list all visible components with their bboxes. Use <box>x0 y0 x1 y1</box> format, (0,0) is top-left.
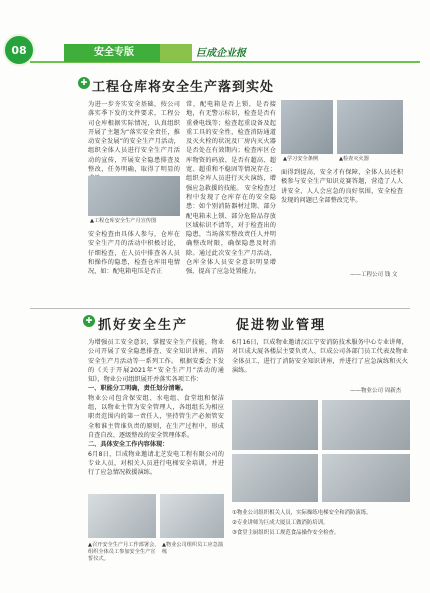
article2-col1c-text: 物业公司包含保安组、水电组、食堂组和保洁组，以物业主管为安全管理人，各组组长为相应职责范围内的第一责任人，坚持管生产必须管安全和谁主管谁负责的原则，在生产过程中，形成自查自改、逐级整改的安全管理体系。 <box>88 394 224 439</box>
article2-byline: ——物业公司 周新杰 <box>350 388 402 394</box>
article1-col3: 面得到提高，安全才有保障，全体人员还积极参与安全生产知识竞赛答题，营造了人人讲安全、人人会应急的良好氛围，安全检查发现的问题已全部整改完毕。 <box>281 169 403 204</box>
study-photo <box>281 100 333 154</box>
article2-title-left: 抓好安全生产 <box>98 318 189 333</box>
page-header <box>0 24 430 64</box>
drill-photo <box>160 494 224 538</box>
article1-col2 <box>186 100 276 302</box>
meeting-photo <box>88 494 156 538</box>
article1-col2-text: 常，配电箱是否上锁，是否接地，有无警示标识，检查是否有重叠电线等；检查起重设备及起重工具的安全性，检查消防通道及灭火栓的状况及厂房内灭火器是否处在有效期内；检查库区仓库物资的码放、是否有超高、超宽、超重和不稳固等情况存在；组织全库人员进行灭火演练，增强应急救援的技能。 <box>186 101 276 192</box>
article2-col1-text: 为增强员工安全意识，掌握安全生产技能，物业公司开展了安全隐患排查、安全知识讲座、消防安全生产月活动等一系列工作。 <box>88 339 224 365</box>
article2-heading2: 二、具体安全工作内容体现： <box>88 441 169 449</box>
extinguisher-photo <box>337 100 403 154</box>
gear-icon: ✚ <box>83 315 95 327</box>
photo3-caption: ▲检查灭火器 <box>339 156 369 162</box>
photo-grid <box>232 400 410 502</box>
gear-icon: ✚ <box>78 77 90 89</box>
article1-byline: ——工程公司 钱 文 <box>350 272 398 278</box>
grid-photo-2 <box>322 400 410 450</box>
grid-photo-3 <box>232 454 318 502</box>
article1-col2b-text: 安全检查过程中发现了仓库存在的安全隐患：如个别消防器材过期、部分配电箱未上锁、部分危险品存放区域标识不清等，对于检查出的隐患，当场落实整改责任人并明确整改时限，确保隐患及时消除。通过此次安全生产月活动，仓库全体人员安全意识明显增强，提高了应急处置能力。 <box>186 184 276 276</box>
article2-col1d-text: 6月8日，巨成物业邀请北芝发电工程有限公司的专业人员，对相关人员进行电梯安全培训，并进行了应急情况救援演练。 <box>88 450 224 477</box>
publication-name: 巨成企业报 <box>196 48 246 59</box>
section-label: 安全专版 <box>64 44 164 62</box>
photo-list-item-3: ③食堂主厨组织员工规范食品操作安全检查。 <box>232 530 340 536</box>
article2-col1 <box>88 338 224 488</box>
article2-title-right: 促进物业管理 <box>236 318 327 333</box>
photo-list-item-2: ②专业讲师为巨成大厦员工做消防培训。 <box>232 520 329 526</box>
article2-col2: 6月16日，巨成物业邀请汉江宁安消防技术服务中心专业讲师，对巨成大厦各楼层主要负责人、巨成公司各部门员工代表及物业全体员工，进行了消防安全知识讲座，并进行了应急演练和灭火演练。 <box>232 339 408 374</box>
photo1-caption: ▲工程仓库安全生产月宣传图 <box>90 218 157 224</box>
warehouse-photo <box>88 176 180 216</box>
section-divider <box>30 308 410 309</box>
header-accent-bar <box>160 44 192 62</box>
article2-col1b-text: 根据安委会下发的《关于开展2021年“安全生产月”活动的通知》，物业公司组织展开并落实各项工作： <box>88 357 224 384</box>
article2-heading1: 一、职能分工明确，责任划分清晰。 <box>88 385 187 393</box>
photo2-caption: ▲学习安全条例 <box>283 156 319 162</box>
article1-col1: 为进一步夯实安全基础，按公司落实季下发的文件要求，工程公司仓库根据实际情况，认真组织开展了主题为“落实安全责任，推动安全发展”的安全生产月活动，组织全体人员进行安全生产月活动的宣传，开展安全隐患排查及整改，任务明确，取得了明显的 <box>88 101 180 174</box>
article1-col1b: 安全检查由具体人参与，仓库在安全生产月的活动中积极讨论，仔细检查，在人员中排查各人员和操作的隐患，检查仓库用电情况，如：配电箱电压是否正 <box>88 231 180 276</box>
grid-photo-1 <box>232 400 318 450</box>
grid-photo-4 <box>322 454 410 502</box>
bottom-caption-right: ▲物业公司组织员工应急演练 <box>162 542 224 555</box>
article1-title: 工程仓库将安全生产落到实处 <box>92 80 275 95</box>
page-number-badge: 08 <box>3 34 35 66</box>
bottom-caption-left: ▲召开安全生产月工作部署会，组织全体员工参加安全生产宣誓仪式。 <box>88 542 160 562</box>
photo-list-item-1: ①物业公司组织相关人员，实际操练电梯安全和消防演练。 <box>232 510 372 516</box>
